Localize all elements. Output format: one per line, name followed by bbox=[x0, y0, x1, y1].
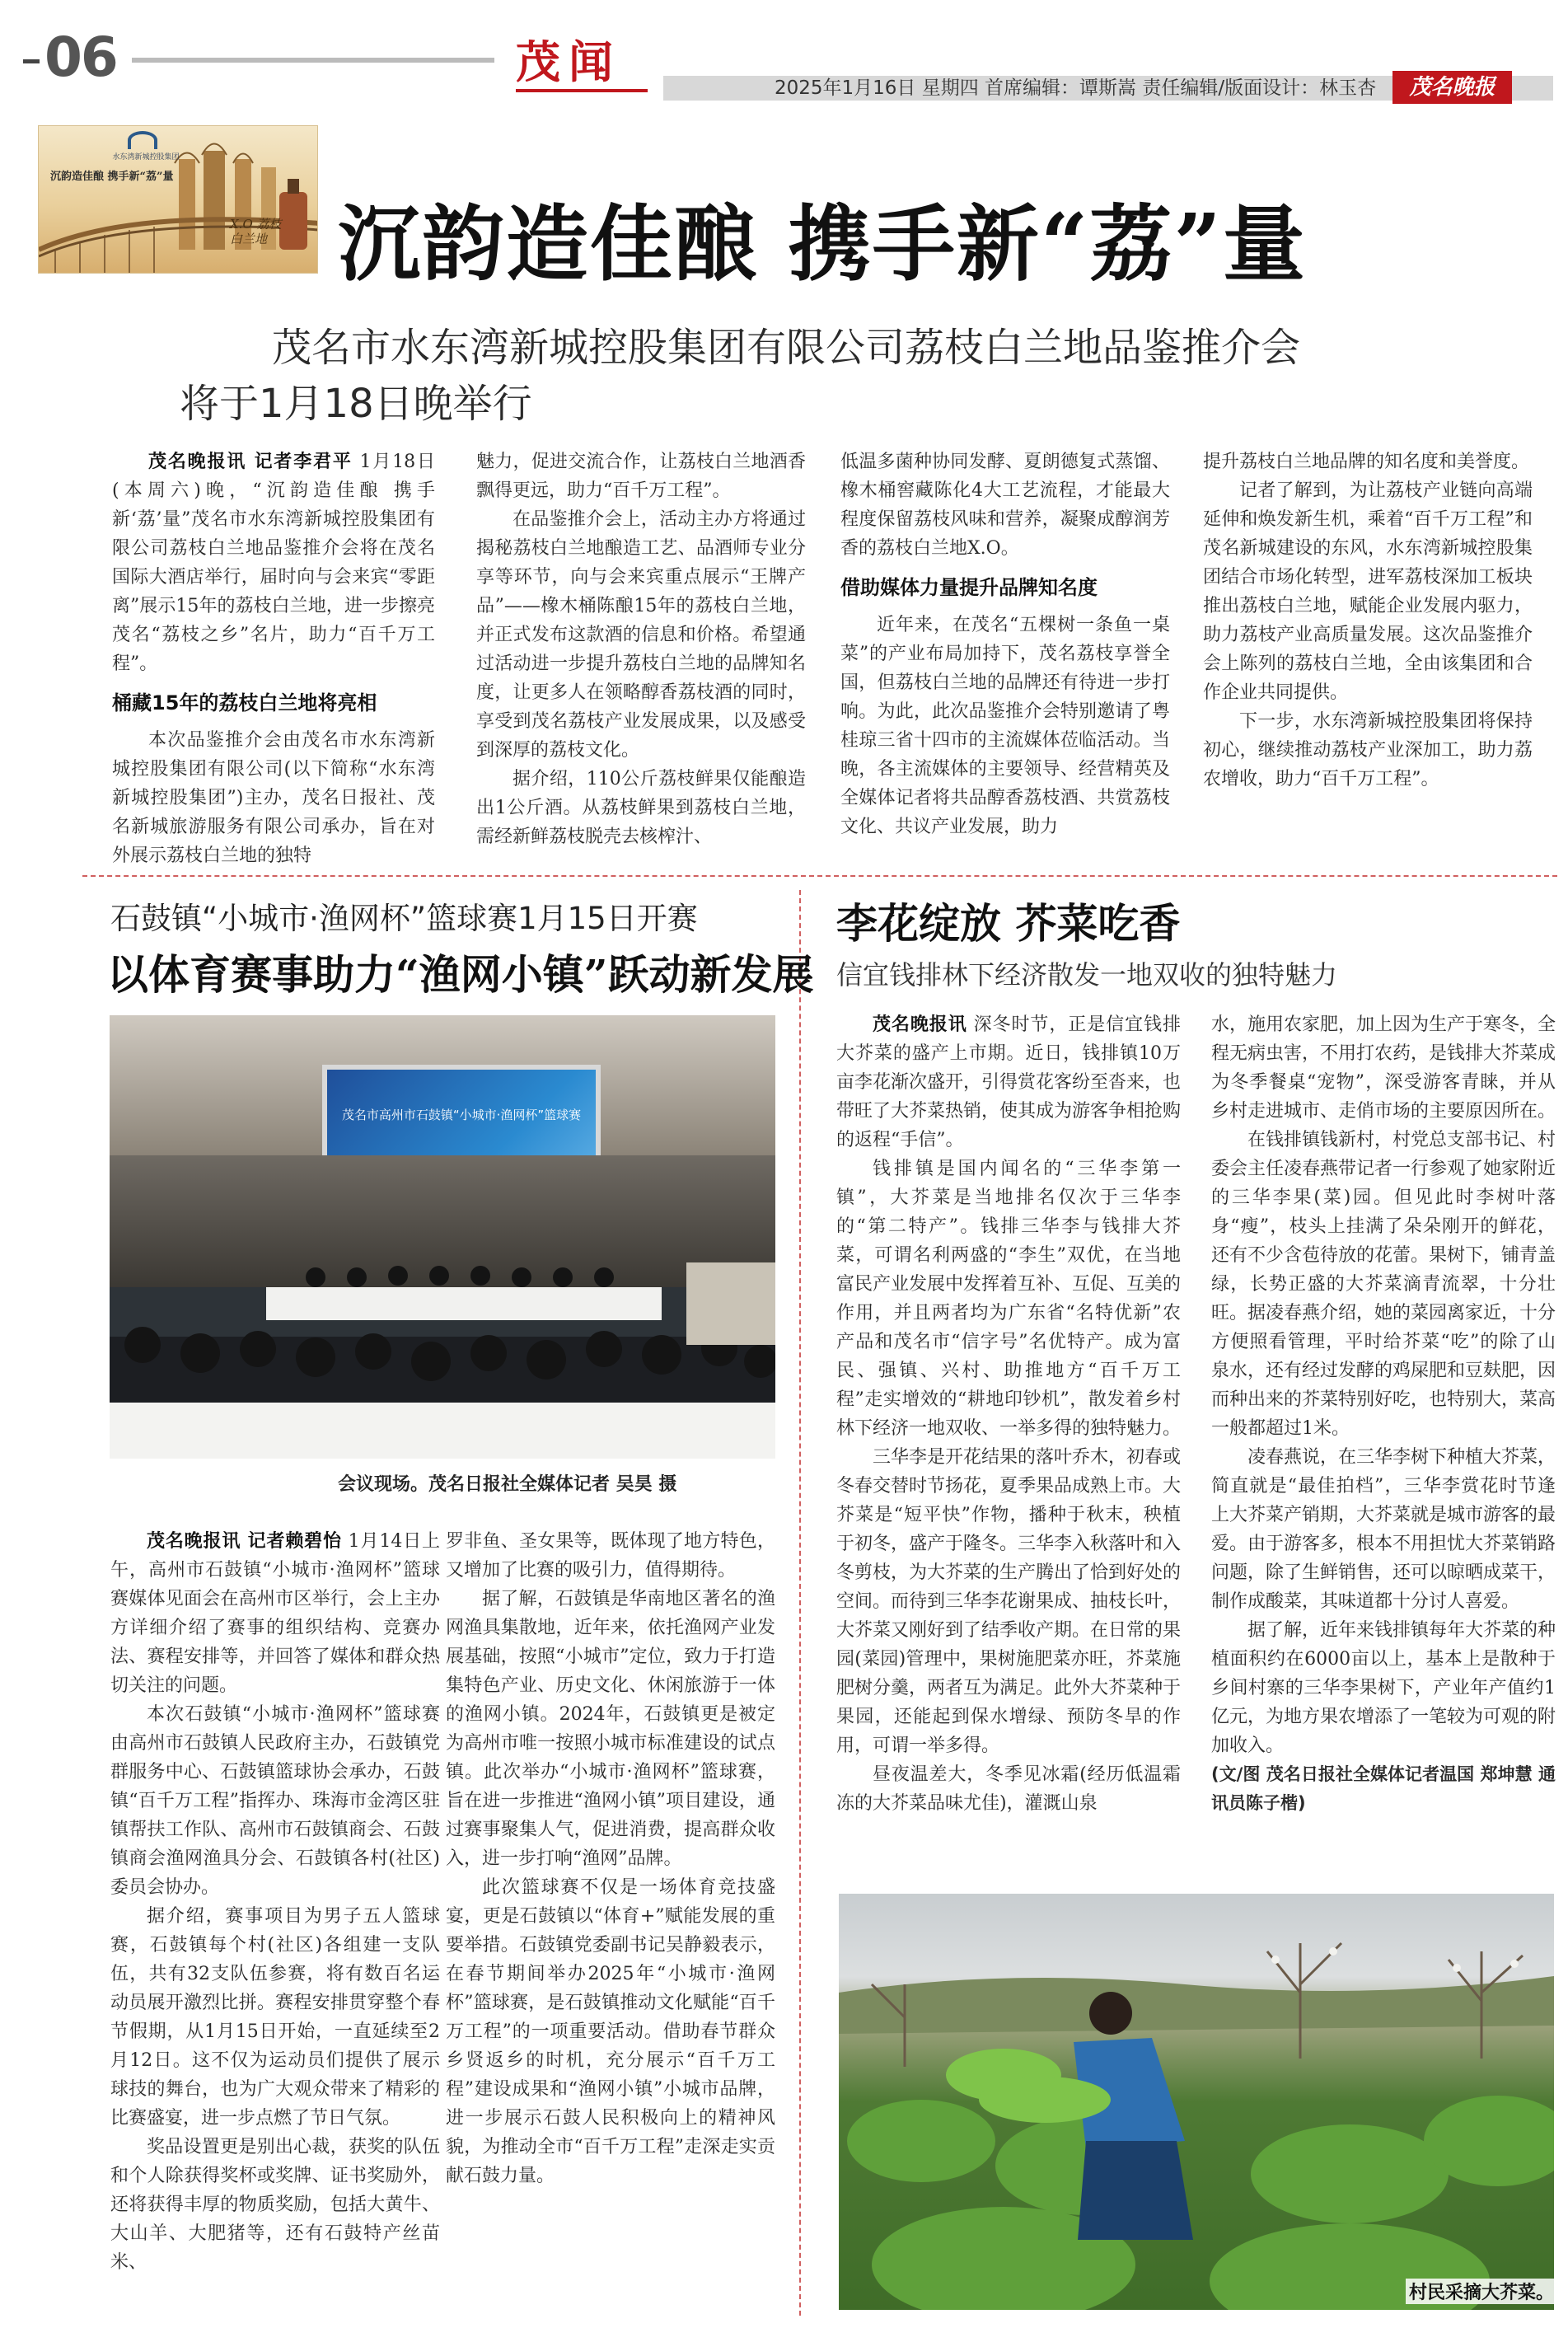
column-divider bbox=[799, 890, 801, 2316]
paragraph: 三华李是开花结果的落叶乔木，初春或冬春交替时节扬花，夏季果品成熟上市。大芥菜是“短平快”作物，播种于秋末，秧植于初冬，盛产于隆冬。三华李入秋落叶和入冬剪枝，为大芥菜的生产腾出了恰到好处的空间。而待到三华李花谢果成、抽枝长叶，大芥菜又刚好到了结季收产期。在日常的果园(菜园)管理中，果树施肥菜亦旺，芥菜施肥树分羹，两者互为满足。此外大芥菜种于果园，还能起到保水增绿、预防冬旱的作用，可谓一举多得。 bbox=[836, 1447, 1182, 1756]
screen-title: 茂名市高州市石鼓镇“小城市·渔网杯”篮球赛 bbox=[341, 1108, 582, 1122]
masthead-left-rule bbox=[132, 58, 494, 63]
paragraph: 记者了解到，为让荔枝产业链向高端延伸和焕发新生机，乘着“百千万工程”和茂名新城建设的东风，水东湾新城控股集团结合市场化转型，进军荔枝深加工板块推出荔枝白兰地，赋能企业发展内驱力，助力荔枝产业高质量发展。这次品鉴推介会上陈列的荔枝白兰地，全由该集团和合作企业共同提供。 bbox=[1203, 480, 1533, 703]
section-label: 茂闻 bbox=[516, 35, 621, 88]
lead-col-4 bbox=[1203, 447, 1533, 794]
paragraph: 在钱排镇钱新村，村党总支部书记、村委会主任凌春燕带记者一行参观了她家附近的三华李果(菜)园。但见此时李树叶落身“瘦”，枝头上挂满了朵朵刚开的鲜花，还有不少含苞待放的花蕾。果树下，铺青盖绿，长势正盛的大芥菜滴青流翠，十分壮旺。据凌春燕介绍，她的菜园离家近，十分方便照看管理，平时给芥菜“吃”的除了山泉水，还有经过发酵的鸡屎肥和豆麸肥，因而种出来的芥菜特别好吃，也特别大，菜高一般都超过1米。 bbox=[1211, 1130, 1556, 1439]
paragraph: 茂名晚报讯 深冬时节，正是信宜钱排大芥菜的盛产上市期。近日，钱排镇10万亩李花渐次盛开，引得赏花客纷至沓来，也带旺了大芥菜热销，使其成为游客争相抢购的返程“手信”。 bbox=[836, 1014, 1182, 1150]
paragraph: 此次篮球赛不仅是一场体育竞技盛宴，更是石鼓镇以“体育+”赋能发展的重要举措。石鼓镇党委副书记吴静毅表示，在春节期间举办2025年“小城市·渔网杯”篮球赛，是石鼓镇推动文化赋能“百千万工程”的一项重要活动。借助春节群众乡贤返乡的时机，充分展示“百千万工程”建设成果和“渔网小镇”小城市品牌，进一步展示石鼓人民积极向上的精神风貌，为推动全市“百千万工程”走深走实贡献石鼓力量。 bbox=[446, 1877, 775, 2186]
paragraph: 本次品鉴推介会由茂名市水东湾新城控股集团有限公司(以下简称“水东湾新城控股集团”)主办，茂名日报社、茂名新城旅游服务有限公司承办，旨在对外展示荔枝白兰地的独特 bbox=[112, 730, 435, 866]
paper-name: 茂名晚报 bbox=[1409, 75, 1495, 100]
bridge-illustration bbox=[39, 126, 318, 274]
left-col-2 bbox=[446, 1527, 775, 2190]
story-credit: (文/图 茂名日报社全媒体记者温国 郑坤慧 通讯员陈子楷) bbox=[1211, 1764, 1556, 1813]
paragraph: 据介绍，110公斤荔枝鲜果仅能酿造出1公斤酒。从荔枝鲜果到荔枝白兰地，需经新鲜荔枝脱壳去核榨汁、 bbox=[476, 769, 806, 847]
paragraph: 据了解，石鼓镇是华南地区著名的渔网渔具集散地，近年来，依托渔网产业发展基础，按照“小城市”定位，致力于打造集特色产业、历史文化、休闲旅游于一体的渔网小镇。2024年，石鼓镇更是被定为高州市唯一按照小城市标准建设的试点镇。此次举办“小城市·渔网杯”篮球赛，旨在进一步推进“渔网小镇”项目建设，通过赛事聚集人气，促进消费，提高群众收入，进一步打响“渔网”品牌。 bbox=[446, 1589, 775, 1869]
section-underline bbox=[516, 89, 648, 92]
paragraph: 昼夜温差大，冬季见冰霜(经历低温霜冻的大芥菜品味尤佳)，灌溉山泉 bbox=[836, 1764, 1181, 1814]
banner-slogan: 沉韵造佳酿 携手新“荔”量 bbox=[50, 171, 174, 183]
right-col-2 bbox=[1211, 1010, 1556, 1818]
paragraph: 低温多菌种协同发酵、夏朗德复式蒸馏、橡木桶窖藏陈化4大工艺流程，才能最大程度保留荔枝风味和营养，凝聚成醇润芳香的荔枝白兰地X.O。 bbox=[840, 452, 1170, 559]
paragraph: 水，施用农家肥，加上因为生产于寒冬，全程无病虫害，不用打农药，是钱排大芥菜成为冬季餐桌“宠物”，深受游客青睐，并从乡村走进城市、走俏市场的主要原因所在。 bbox=[1211, 1014, 1556, 1122]
paragraph: 据了解，近年来钱排镇每年大芥菜的种植面积约在6000亩以上，基本上是散种于乡间村寨的三华李果树下，产业年产值约1亿元，为地方果农增添了一笔较为可观的附加收入。 bbox=[1211, 1620, 1556, 1756]
paragraph: 凌春燕说，在三华李树下种植大芥菜，简直就是“最佳拍档”，三华李赏花时节逢上大芥菜产销期，大芥菜就是城市游客的最爱。由于游客多，根本不用担忧大芥菜销路问题，除了生鲜销售，还可以晾晒成菜干，制作成酸菜，其味道都十分讨人喜爱。 bbox=[1211, 1447, 1556, 1612]
issue-info: 2025年1月16日 星期四 首席编辑：谭斯嵩 责任编辑/版面设计：林玉杏 bbox=[775, 77, 1377, 99]
paragraph: 罗非鱼、圣女果等，既体现了地方特色，又增加了比赛的吸引力，值得期待。 bbox=[446, 1531, 775, 1581]
lead-col-1 bbox=[112, 447, 435, 870]
audience bbox=[110, 1015, 775, 1459]
logo-mark bbox=[128, 131, 157, 149]
paragraph: 在品鉴推介会上，活动主办方将通过揭秘荔枝白兰地酿造工艺、品酒师专业分享等环节，向与会来宾重点展示“王牌产品”——橡木桶陈酿15年的荔枝白兰地，并正式发布这款酒的信息和价格。希望通过活动进一步提升荔枝白兰地的品牌知名度，让更多人在领略醇香荔枝酒的同时，享受到茂名荔枝产业发展成果，以及感受到深厚的荔枝文化。 bbox=[476, 509, 806, 761]
paragraph: 茂名晚报讯 记者赖碧怡 1月14日上午，高州市石鼓镇“小城市·渔网杯”篮球赛媒体见面会在高州市区举行，会上主办方详细介绍了赛事的组织结构、竞赛办法、赛程安排等，并回答了媒体和群众热切关注的问题。 bbox=[110, 1531, 440, 1696]
right-headline: 李花绽放 芥菜吃香 bbox=[836, 900, 1181, 948]
byline: 茂名晚报讯 bbox=[873, 1014, 967, 1035]
lead-headline: 沉韵造佳酿 携手新“荔”量 bbox=[338, 195, 1307, 293]
subheading: 借助媒体力量提升品牌知名度 bbox=[840, 576, 1098, 599]
paragraph: 钱排镇是国内闻名的“三华李第一镇”，大芥菜是当地排名仅次于三华李的“第二特产”。钱排三华李与钱排大芥菜，可谓名利两盛的“李生”双优，在当地富民产业发展中发挥着互补、互促、互美的作用，并且两者均为广东省“名特优新”农产品和茂名市“信字号”名优特产。成为富民、强镇、兴村、助推地方“百千万工程”走实增效的“耕地印钞机”，散发着乡村林下经济一地双收、一举多得的独特魅力。 bbox=[836, 1159, 1182, 1439]
meeting-photo bbox=[110, 1015, 775, 1459]
section-divider bbox=[82, 875, 1557, 877]
event-banner bbox=[38, 125, 318, 274]
paragraph: 奖品设置更是别出心裁，获奖的队伍和个人除获得奖杯或奖牌、证书奖励外，还将获得丰厚的物质奖励，包括大黄牛、大山羊、大肥猪等，还有石鼓特产丝苗米、 bbox=[110, 2137, 440, 2273]
left-headline: 以体育赛事助力“渔网小镇”跃动新发展 bbox=[107, 950, 814, 999]
right-subhead: 信宜钱排林下经济散发一地双收的独特魅力 bbox=[836, 959, 1338, 991]
paragraph: 提升荔枝白兰地品牌的知名度和美誉度。 bbox=[1203, 452, 1530, 472]
page-number-dash bbox=[23, 59, 40, 63]
lead-col-2 bbox=[476, 447, 806, 851]
mustard-photo-caption: 村民采摘大芥菜。 bbox=[1406, 2279, 1557, 2304]
byline: 茂名晚报讯 记者赖碧怡 bbox=[147, 1531, 342, 1552]
banner-logo-text: 水东湾新城控股集团 bbox=[112, 153, 180, 162]
mustard-photo bbox=[839, 1894, 1554, 2310]
paragraph: 据介绍，赛事项目为男子五人篮球赛，石鼓镇每个村(社区)各组建一支队伍，共有32支队伍参赛，将有数百名运动员展开激烈比拼。赛程安排贯穿整个春节假期，从1月15日开始，一直延续至2月12日。这不仅为运动员们提供了展示球技的舞台，也为广大观众带来了精彩的比赛盛宴，进一步点燃了节日气氛。 bbox=[110, 1906, 440, 2129]
lead-col-3 bbox=[840, 447, 1170, 841]
paragraph: 本次石鼓镇“小城市·渔网杯”篮球赛由高州市石鼓镇人民政府主办，石鼓镇党群服务中心、石鼓镇篮球协会承办，石鼓镇“百千万工程”指挥办、珠海市金湾区驻镇帮扶工作队、高州市石鼓镇商会、石鼓镇商会渔网渔具分会、石鼓镇各村(社区)委员会协办。 bbox=[110, 1704, 440, 1898]
byline: 茂名晚报讯 记者李君平 bbox=[148, 452, 353, 472]
masthead bbox=[0, 0, 1568, 107]
paragraph: 魅力，促进交流合作，让荔枝白兰地酒香飘得更远，助力“百千万工程”。 bbox=[476, 452, 806, 501]
page-number: 06 bbox=[44, 26, 117, 89]
right-col-1 bbox=[836, 1010, 1181, 1818]
subheading: 桶藏15年的荔枝白兰地将亮相 bbox=[112, 691, 377, 714]
lead-subhead-line1: 茂名市水东湾新城控股集团有限公司荔枝白兰地品鉴推介会 bbox=[272, 325, 1301, 371]
paragraph: 下一步，水东湾新城控股集团将保持初心，继续推动荔枝产业深加工，助力荔农增收，助力“百千万工程”。 bbox=[1203, 711, 1533, 789]
left-kicker: 石鼓镇“小城市·渔网杯”篮球赛1月15日开赛 bbox=[110, 901, 698, 936]
left-col-1 bbox=[110, 1527, 440, 2277]
lead-col1-p1: 茂名晚报讯 记者李君平 1月18日(本周六)晚，“沉韵造佳酿 携手新‘荔’量”茂名市水东湾新城控股集团有限公司荔枝白兰地品鉴推介会将在茂名国际大酒店举行，届时向与会来宾“零距离”展示15年的荔枝白兰地，进一步擦亮茂名“荔枝之乡”名片，助力“百千万工程”。 bbox=[112, 452, 435, 674]
banner-tag: X.O 荔枝白兰地 bbox=[230, 217, 282, 246]
field-scene bbox=[839, 1894, 1554, 2310]
paragraph: 近年来，在茂名“五棵树一条鱼一桌菜”的产业布局加持下，茂名荔枝享誉全国，但荔枝白兰地的品牌还有待进一步打响。为此，此次品鉴推介会特别邀请了粤桂琼三省十四市的主流媒体莅临活动。当晚，各主流媒体的主要领导、经营精英及全媒体记者将共品醇香荔枝酒、共赏荔枝文化、共议产业发展，助力 bbox=[840, 615, 1170, 837]
photo-caption: 会议现场。茂名日报社全媒体记者 吴昊 摄 bbox=[338, 1474, 677, 1495]
lead-subhead-line2: 将于1月18日晚举行 bbox=[180, 381, 532, 427]
